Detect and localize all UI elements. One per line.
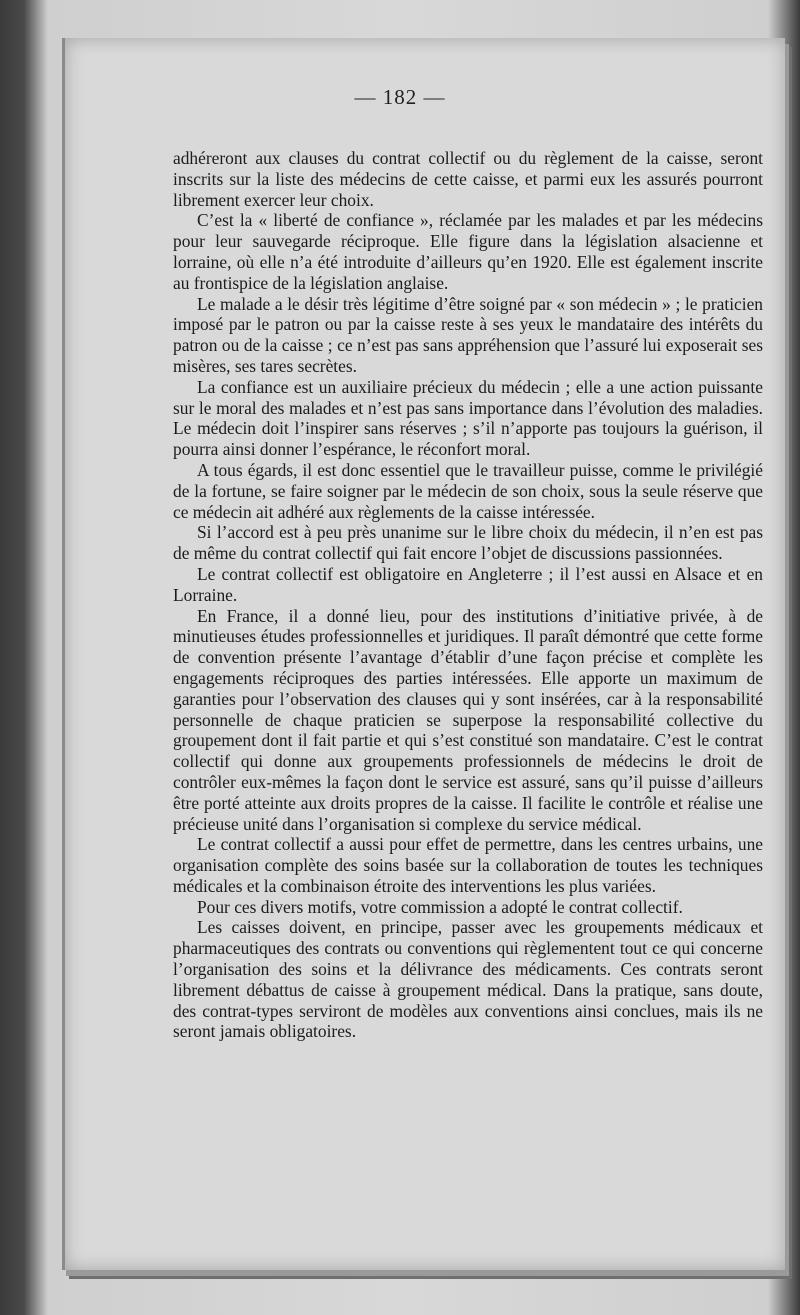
paragraph: A tous égards, il est donc essentiel que le travailleur puisse, comme le privilégié de la fortune, se faire soigner par le médecin de son choix, sous la seule réserve que ce médecin ait adhéré aux règlements de la caisse intéressée. — [173, 459, 763, 522]
paragraph: En France, il a donné lieu, pour des institutions d’initiative privée, à de minutieuses études professionnelles et juridiques. Il paraît démontré que cette forme de convention présente l’avantage d’établir d’une façon précise et complète les engagements réciproques des parties intéressées. Elle apporte un maximum de garanties pour l’observation des clauses qui y sont insérées, car à la responsabilité personnelle de chaque praticien se superpose la responsabilité collective du groupement dont il fait partie et qui s’est constitué son mandataire. C’est le contrat collectif qui donne aux groupements professionnels de médecins le droit de contrôler eux-mêmes la façon dont le service est assuré, sans qu’il puisse d’ailleurs être porté atteinte aux droits propres de la caisse. Il facilite le contrôle et réalise une précieuse unité dans l’organisation si complexe du service médical. — [173, 605, 763, 834]
paragraph: Le contrat collectif est obligatoire en Angleterre ; il l’est aussi en Alsace et en Lorraine. — [173, 563, 763, 605]
paragraph: C’est la « liberté de confiance », réclamée par les malades et par les médecins pour leur sauvegarde réciproque. Elle figure dans la législation alsacienne et lorraine, où elle n’a été introduite d’ailleurs qu’en 1920. Elle est également inscrite au frontispice de la législation anglaise. — [173, 210, 763, 293]
page-number: — 182 — — [354, 85, 446, 109]
paragraph: Le malade a le désir très légitime d’être soigné par « son médecin » ; le praticien imposé par le patron ou par la caisse reste à ses yeux le mandataire des intérêts du patron ou de la caisse ; ce n’est pas sans appréhension que l’assuré lui exposerait ses misères, ses tares secrètes. — [173, 293, 763, 376]
paragraph: Les caisses doivent, en principe, passer avec les groupements médicaux et pharmaceutiques des contrats ou conventions qui règlementent tout ce qui concerne l’organisation des soins et la délivrance des médicaments. Ces contrats seront librement débattus de caisse à groupement médical. Dans la pratique, sans doute, des contrat-types serviront de modèles aux conventions ainsi conclues, mais ils ne seront jamais obligatoires. — [173, 917, 763, 1042]
paragraph: Si l’accord est à peu près unanime sur le libre choix du médecin, il n’en est pas de même du contrat collectif qui fait encore l’objet de discussions passionnées. — [173, 522, 763, 564]
paragraph: Le contrat collectif a aussi pour effet de permettre, dans les centres urbains, une organisation complète des soins basée sur la collaboration de toutes les techniques médicales et la combinaison étroite des interventions les plus variées. — [173, 834, 763, 896]
body-text — [173, 148, 763, 1042]
paragraph: adhéreront aux clauses du contrat collectif ou du règlement de la caisse, seront inscrits sur la liste des médecins de cette caisse, et parmi eux les assurés pourront librement exercer leur choix. — [173, 148, 763, 210]
paragraph: Pour ces divers motifs, votre commission a adopté le contrat collectif. — [197, 896, 683, 917]
paragraph: La confiance est un auxiliaire précieux du médecin ; elle a une action puissante sur le moral des malades et n’est pas sans importance dans l’évolution des maladies. Le médecin doit l’inspirer sans réserves ; s’il n’apporte pas toujours la guérison, il pourra ainsi donner l’espérance, le réconfort moral. — [173, 376, 763, 460]
